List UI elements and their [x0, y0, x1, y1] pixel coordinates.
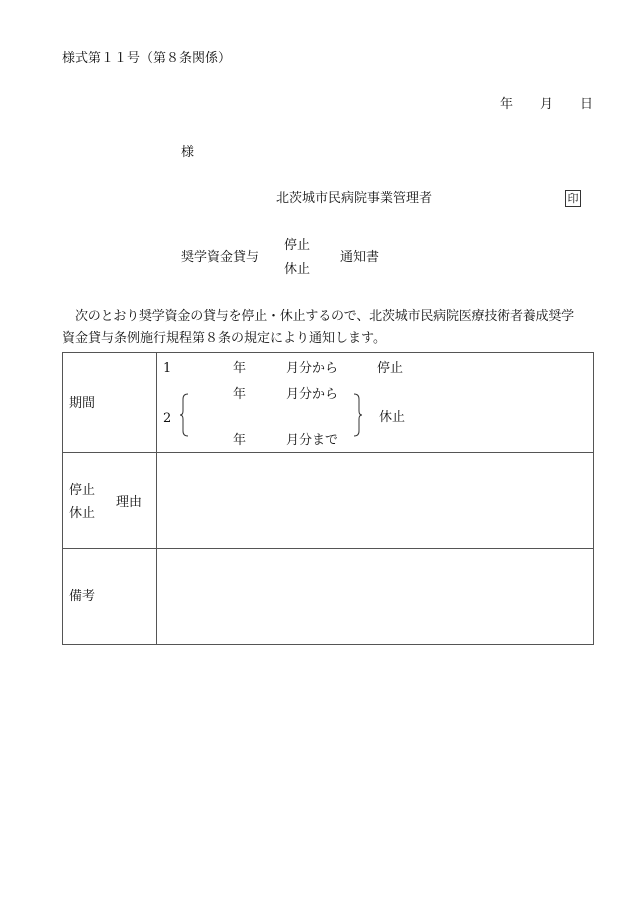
title-suffix: 通知書: [340, 250, 380, 265]
body-line-1: 次のとおり奨学資金の貸与を停止・休止するので、北茨城市民病院医療技術者養成奨学: [75, 309, 574, 324]
period-item1-status: 停止: [377, 361, 404, 376]
body-paragraph: [62, 306, 594, 350]
seal-mark: 印: [565, 190, 581, 207]
date-year: 年: [500, 97, 514, 112]
period-item2-from-month: 月分から: [286, 387, 339, 402]
period-item2-to-year: 年: [233, 433, 247, 448]
reason-label-cell: [63, 453, 157, 549]
title-prefix: 奨学資金貸与: [181, 250, 260, 265]
remarks-label: 備考: [69, 589, 96, 604]
period-item1-month: 月分から: [286, 361, 339, 376]
remarks-value-cell[interactable]: [157, 549, 594, 645]
right-brace-icon: [353, 393, 363, 437]
left-brace-icon: [179, 393, 189, 437]
period-label-cell: [63, 353, 157, 453]
date-month: 月: [540, 97, 554, 112]
reason-value-cell[interactable]: [157, 453, 594, 549]
period-item1-year: 年: [233, 361, 247, 376]
reason-suspend-label: 休止: [69, 506, 96, 521]
reason-label: 理由: [116, 495, 143, 510]
remarks-label-cell: [63, 549, 157, 645]
period-item2-number: 2: [163, 411, 172, 426]
period-item1-number: 1: [163, 361, 172, 376]
period-item2-status: 休止: [379, 410, 406, 425]
title-option-suspend: 休止: [284, 262, 311, 277]
period-item2-from-year: 年: [233, 387, 247, 402]
period-item2-to-month: 月分まで: [286, 433, 339, 448]
period-label: 期間: [69, 396, 96, 411]
date-day: 日: [580, 97, 594, 112]
title-option-stop: 停止: [284, 238, 311, 253]
sender-name: 北茨城市民病院事業管理者: [276, 191, 433, 206]
period-value-cell: [157, 353, 594, 453]
recipient-suffix: 様: [181, 145, 195, 160]
reason-row: [63, 453, 594, 549]
period-row: [63, 353, 594, 453]
form-number: 様式第１１号（第８条関係）: [62, 51, 232, 66]
body-line-2: 資金貸与条例施行規程第８条の規定により通知します。: [62, 331, 386, 346]
remarks-row: [63, 549, 594, 645]
notice-table: [62, 352, 594, 645]
reason-stop-label: 停止: [69, 483, 96, 498]
